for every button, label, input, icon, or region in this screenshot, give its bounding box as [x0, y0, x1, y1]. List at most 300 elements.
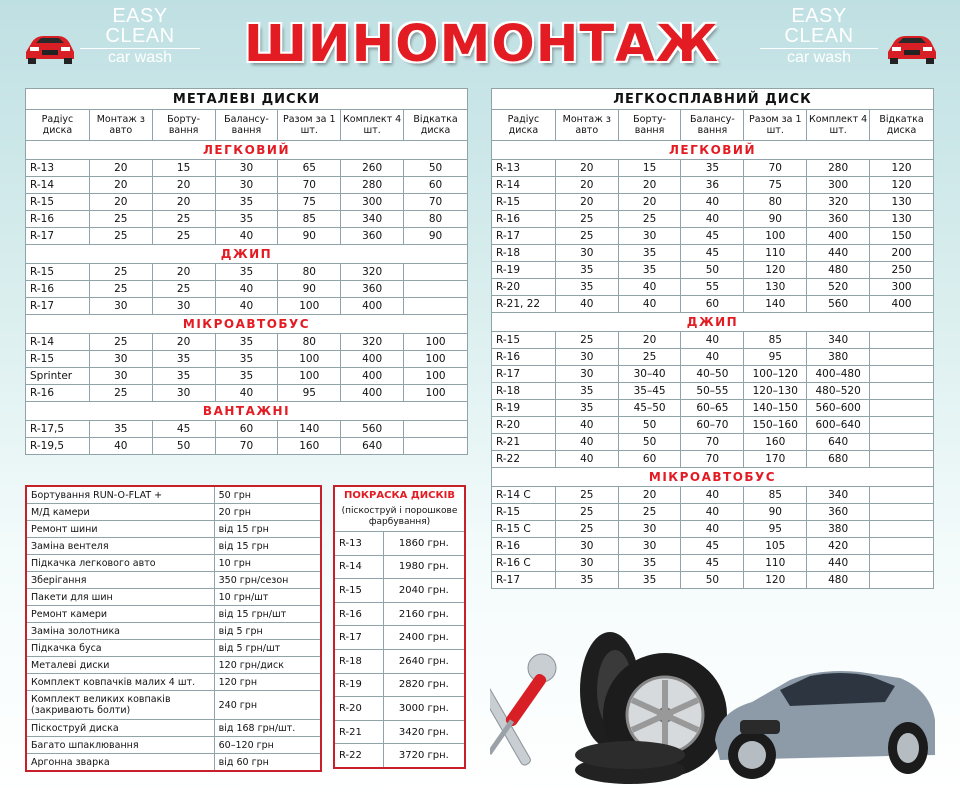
service-row: [26, 623, 321, 640]
tire-stack-icon: [575, 741, 685, 784]
price-cell: 300: [870, 279, 934, 296]
price-cell: 480–520: [807, 383, 870, 400]
metal-discs-price-table: [25, 88, 468, 455]
paint-radius: R-20: [334, 697, 383, 721]
service-row: [26, 674, 321, 691]
radius-cell: R-16: [26, 385, 90, 402]
service-name: Ремонт камери: [26, 606, 214, 623]
price-cell: 50: [618, 434, 681, 451]
price-cell: 340: [807, 332, 870, 349]
price-cell: 25: [89, 228, 152, 245]
price-cell: 35: [215, 334, 278, 351]
price-cell: 25: [152, 281, 215, 298]
price-cell: 25: [618, 349, 681, 366]
brand-logo-right: [760, 6, 878, 66]
price-cell: 320: [341, 334, 404, 351]
service-name: Заміна вентеля: [26, 538, 214, 555]
service-row: [26, 521, 321, 538]
price-cell: 35: [618, 245, 681, 262]
price-cell: 20: [89, 194, 152, 211]
price-cell: 320: [341, 264, 404, 281]
price-cell: 60: [215, 421, 278, 438]
price-cell: 300: [341, 194, 404, 211]
price-cell: 380: [807, 349, 870, 366]
price-cell: [870, 332, 934, 349]
paint-row: [334, 555, 465, 579]
price-cell: 400–480: [807, 366, 870, 383]
price-cell: 35: [555, 279, 618, 296]
price-cell: [870, 504, 934, 521]
price-cell: 35: [555, 383, 618, 400]
radius-cell: R-14: [26, 177, 90, 194]
price-cell: 110: [744, 555, 807, 572]
service-name: Комплект великих ковпаків (закривають болти): [26, 691, 214, 720]
service-price: 10 грн: [214, 555, 321, 572]
column-header: Монтаж з авто: [89, 110, 152, 141]
table-title-row: [26, 89, 468, 110]
paint-row: [334, 697, 465, 721]
price-cell: 90: [278, 281, 341, 298]
price-cell: 40: [89, 438, 152, 455]
price-cell: 30: [618, 521, 681, 538]
price-cell: 100: [744, 228, 807, 245]
price-cell: [870, 383, 934, 400]
service-row: [26, 720, 321, 737]
service-name: Заміна золотника: [26, 623, 214, 640]
price-cell: 360: [807, 211, 870, 228]
price-cell: 25: [555, 521, 618, 538]
table-row: [492, 383, 934, 400]
section-title: МІКРОАВТОБУС: [492, 468, 934, 487]
radius-cell: R-13: [26, 160, 90, 177]
service-row: [26, 640, 321, 657]
price-cell: 100: [404, 368, 468, 385]
price-cell: 70: [744, 160, 807, 177]
price-cell: 35–45: [618, 383, 681, 400]
price-cell: 140: [744, 296, 807, 313]
section-header-row: [492, 141, 934, 160]
paint-radius: R-18: [334, 649, 383, 673]
price-cell: 40: [215, 385, 278, 402]
price-cell: 30: [555, 366, 618, 383]
price-cell: 30: [555, 555, 618, 572]
radius-cell: R-17: [492, 572, 556, 589]
price-cell: 100: [278, 368, 341, 385]
price-cell: 40: [681, 332, 744, 349]
price-cell: 25: [152, 211, 215, 228]
service-price: від 5 грн/шт: [214, 640, 321, 657]
table-row: [492, 177, 934, 194]
price-cell: 75: [744, 177, 807, 194]
paint-row: [334, 579, 465, 603]
price-cell: 440: [807, 555, 870, 572]
table-row: [492, 451, 934, 468]
price-cell: 560: [807, 296, 870, 313]
price-cell: 400: [807, 228, 870, 245]
service-price: 50 грн: [214, 486, 321, 504]
section-header-row: [492, 313, 934, 332]
price-cell: 60–65: [681, 400, 744, 417]
price-cell: 35: [89, 421, 152, 438]
table-row: [492, 245, 934, 262]
price-cell: 40: [681, 194, 744, 211]
price-cell: 20: [152, 177, 215, 194]
service-name: М/Д камери: [26, 504, 214, 521]
radius-cell: R-17: [492, 366, 556, 383]
brand-subtitle: car wash: [80, 48, 200, 66]
price-cell: [870, 572, 934, 589]
price-cell: 15: [152, 160, 215, 177]
price-cell: 70: [681, 451, 744, 468]
price-cell: 80: [404, 211, 468, 228]
car-icon: [715, 671, 935, 779]
price-cell: 85: [744, 332, 807, 349]
price-cell: 600–640: [807, 417, 870, 434]
radius-cell: R-17,5: [26, 421, 90, 438]
column-header: Балансу- вання: [215, 110, 278, 141]
table-row: [26, 368, 468, 385]
price-cell: 25: [89, 334, 152, 351]
price-cell: 50: [681, 262, 744, 279]
price-cell: [870, 434, 934, 451]
price-cell: 70: [404, 194, 468, 211]
price-cell: 680: [807, 451, 870, 468]
table-row: [26, 211, 468, 228]
price-cell: 50: [618, 417, 681, 434]
column-header: Радіус диска: [492, 110, 556, 141]
price-cell: 400: [341, 351, 404, 368]
radius-cell: R-19: [492, 262, 556, 279]
price-cell: 30: [152, 298, 215, 315]
price-cell: 360: [341, 281, 404, 298]
table-row: [492, 487, 934, 504]
price-cell: 30: [89, 351, 152, 368]
radius-cell: R-16: [26, 281, 90, 298]
price-cell: [404, 298, 468, 315]
price-cell: 40: [681, 349, 744, 366]
tires-and-car-illustration: [490, 620, 935, 790]
brand-name: EASY CLEAN: [784, 5, 854, 47]
price-cell: 25: [89, 211, 152, 228]
radius-cell: R-15: [492, 332, 556, 349]
alloy-discs-price-table: [491, 88, 934, 589]
price-cell: 110: [744, 245, 807, 262]
page-title: ШИНОМОНТАЖ: [243, 15, 720, 74]
table-row: [492, 417, 934, 434]
table-row: [26, 194, 468, 211]
column-header: Борту- вання: [152, 110, 215, 141]
price-cell: 100: [404, 351, 468, 368]
paint-price: 2040 грн.: [383, 579, 465, 603]
price-cell: 420: [807, 538, 870, 555]
service-row: [26, 538, 321, 555]
service-row: [26, 606, 321, 623]
service-name: Ремонт шини: [26, 521, 214, 538]
table-row: [492, 572, 934, 589]
paint-price: 1860 грн.: [383, 532, 465, 556]
paint-row: [334, 673, 465, 697]
price-cell: 280: [341, 177, 404, 194]
paint-row: [334, 720, 465, 744]
price-cell: 45: [681, 245, 744, 262]
table-row: [492, 434, 934, 451]
price-cell: 20: [89, 160, 152, 177]
radius-cell: R-17: [26, 298, 90, 315]
table-row: [492, 279, 934, 296]
section-header-row: [492, 468, 934, 487]
price-cell: 120: [744, 262, 807, 279]
car-logo-icon: [22, 28, 78, 66]
section-title: ВАНТАЖНІ: [26, 402, 468, 421]
price-cell: 45: [681, 228, 744, 245]
price-cell: 25: [555, 487, 618, 504]
service-price: 120 грн/диск: [214, 657, 321, 674]
service-name: Бортування RUN-O-FLAT +: [26, 486, 214, 504]
price-cell: 30: [555, 349, 618, 366]
radius-cell: R-19: [492, 400, 556, 417]
radius-cell: R-16 C: [492, 555, 556, 572]
price-cell: 100: [404, 334, 468, 351]
price-cell: 40: [215, 228, 278, 245]
section-title: ЛЕГКОВИЙ: [492, 141, 934, 160]
service-name: Комплект ковпачків малих 4 шт.: [26, 674, 214, 691]
price-cell: 35: [215, 194, 278, 211]
section-header-row: [26, 315, 468, 334]
table-title: ЛЕГКОСПЛАВНИЙ ДИСК: [492, 89, 934, 110]
price-cell: 150: [870, 228, 934, 245]
radius-cell: R-16: [492, 211, 556, 228]
radius-cell: R-15: [26, 194, 90, 211]
price-cell: 400: [341, 368, 404, 385]
price-cell: 130: [744, 279, 807, 296]
column-header: Разом за 1 шт.: [744, 110, 807, 141]
column-header: Балансу- вання: [681, 110, 744, 141]
service-price: 240 грн: [214, 691, 321, 720]
price-cell: 20: [618, 194, 681, 211]
price-cell: 85: [278, 211, 341, 228]
service-price: від 168 грн/шт.: [214, 720, 321, 737]
price-cell: 35: [618, 555, 681, 572]
price-cell: 60: [618, 451, 681, 468]
paint-price: 2160 грн.: [383, 602, 465, 626]
price-cell: 85: [744, 487, 807, 504]
service-row: [26, 589, 321, 606]
price-cell: [870, 366, 934, 383]
column-header-row: [492, 110, 934, 141]
price-cell: 65: [278, 160, 341, 177]
price-cell: 15: [618, 160, 681, 177]
service-price: 350 грн/сезон: [214, 572, 321, 589]
price-cell: 35: [215, 351, 278, 368]
price-cell: 200: [870, 245, 934, 262]
radius-cell: R-16: [492, 538, 556, 555]
price-cell: 75: [278, 194, 341, 211]
radius-cell: R-16: [26, 211, 90, 228]
price-cell: 25: [89, 281, 152, 298]
price-cell: [870, 521, 934, 538]
paint-radius: R-15: [334, 579, 383, 603]
price-cell: 35: [555, 572, 618, 589]
price-cell: 70: [215, 438, 278, 455]
price-cell: 170: [744, 451, 807, 468]
price-cell: 40: [681, 487, 744, 504]
price-cell: 20: [618, 332, 681, 349]
price-cell: 70: [278, 177, 341, 194]
price-cell: 35: [152, 351, 215, 368]
price-cell: 20: [555, 194, 618, 211]
radius-cell: R-20: [492, 279, 556, 296]
paint-radius: R-22: [334, 744, 383, 768]
service-price: від 15 грн: [214, 521, 321, 538]
column-header: Разом за 1 шт.: [278, 110, 341, 141]
paint-price: 2400 грн.: [383, 626, 465, 650]
price-cell: 40: [555, 451, 618, 468]
service-row: [26, 504, 321, 521]
price-cell: [870, 349, 934, 366]
price-cell: 480: [807, 572, 870, 589]
radius-cell: R-17: [492, 228, 556, 245]
service-price: 60–120 грн: [214, 737, 321, 754]
section-title: МІКРОАВТОБУС: [26, 315, 468, 334]
price-cell: [870, 451, 934, 468]
price-cell: 35: [152, 368, 215, 385]
radius-cell: R-15: [492, 194, 556, 211]
radius-cell: R-22: [492, 451, 556, 468]
section-title: ЛЕГКОВИЙ: [26, 141, 468, 160]
price-cell: 25: [152, 228, 215, 245]
price-cell: 90: [744, 211, 807, 228]
price-cell: 40: [618, 296, 681, 313]
service-price: від 5 грн: [214, 623, 321, 640]
price-cell: [870, 538, 934, 555]
paint-row: [334, 649, 465, 673]
paint-radius: R-16: [334, 602, 383, 626]
price-cell: 90: [278, 228, 341, 245]
price-cell: 20: [618, 487, 681, 504]
price-cell: [404, 264, 468, 281]
price-cell: 520: [807, 279, 870, 296]
price-cell: 90: [744, 504, 807, 521]
price-cell: 20: [152, 194, 215, 211]
car-logo-icon: [884, 28, 940, 66]
price-cell: 36: [681, 177, 744, 194]
radius-cell: R-15: [26, 351, 90, 368]
price-cell: 55: [681, 279, 744, 296]
price-cell: 560–600: [807, 400, 870, 417]
table-row: [492, 400, 934, 417]
price-cell: 40: [555, 296, 618, 313]
price-cell: 400: [870, 296, 934, 313]
radius-cell: R-18: [492, 383, 556, 400]
service-row: [26, 737, 321, 754]
price-cell: 40: [618, 279, 681, 296]
service-price: від 15 грн/шт: [214, 606, 321, 623]
price-cell: 30: [215, 160, 278, 177]
column-header: Комплект 4 шт.: [341, 110, 404, 141]
price-cell: 140: [278, 421, 341, 438]
table-row: [492, 262, 934, 279]
brand-name: EASY CLEAN: [105, 5, 175, 47]
table-row: [26, 385, 468, 402]
price-cell: 130: [870, 211, 934, 228]
service-name: Багато шпаклювання: [26, 737, 214, 754]
price-cell: 50: [404, 160, 468, 177]
column-header: Борту- вання: [618, 110, 681, 141]
price-cell: 340: [807, 487, 870, 504]
service-row: [26, 555, 321, 572]
price-cell: 95: [278, 385, 341, 402]
service-price: 120 грн: [214, 674, 321, 691]
radius-cell: R-14 C: [492, 487, 556, 504]
price-cell: 45: [152, 421, 215, 438]
price-cell: 40: [681, 504, 744, 521]
table-row: [492, 211, 934, 228]
service-price: 10 грн/шт: [214, 589, 321, 606]
price-cell: 50: [681, 572, 744, 589]
table-row: [26, 298, 468, 315]
price-cell: 50–55: [681, 383, 744, 400]
price-cell: [870, 417, 934, 434]
paint-title: ПОКРАСКА ДИСКІВ: [334, 486, 465, 503]
service-name: Підкачка легкового авто: [26, 555, 214, 572]
price-cell: 20: [152, 264, 215, 281]
table-row: [26, 177, 468, 194]
service-row: [26, 691, 321, 720]
price-cell: 80: [744, 194, 807, 211]
price-cell: 480: [807, 262, 870, 279]
radius-cell: Sprinter: [26, 368, 90, 385]
table-row: [492, 538, 934, 555]
price-cell: 30: [555, 245, 618, 262]
table-title: МЕТАЛЕВІ ДИСКИ: [26, 89, 468, 110]
section-title: ДЖИП: [492, 313, 934, 332]
radius-cell: R-15: [26, 264, 90, 281]
price-cell: 70: [681, 434, 744, 451]
brand-logo-left: [80, 6, 200, 66]
price-cell: 560: [341, 421, 404, 438]
column-header: Радіус диска: [26, 110, 90, 141]
service-price: від 60 грн: [214, 754, 321, 772]
paint-price: 3420 грн.: [383, 720, 465, 744]
column-header-row: [26, 110, 468, 141]
table-row: [492, 555, 934, 572]
price-cell: 20: [618, 177, 681, 194]
price-cell: 30–40: [618, 366, 681, 383]
price-cell: 35: [215, 264, 278, 281]
paint-radius: R-17: [334, 626, 383, 650]
price-cell: 360: [341, 228, 404, 245]
radius-cell: R-16: [492, 349, 556, 366]
price-cell: 35: [618, 572, 681, 589]
price-cell: 360: [807, 504, 870, 521]
paint-row: [334, 744, 465, 768]
radius-cell: R-14: [492, 177, 556, 194]
column-header: Відкатка диска: [870, 110, 934, 141]
price-cell: 35: [555, 262, 618, 279]
radius-cell: R-18: [492, 245, 556, 262]
section-header-row: [26, 245, 468, 264]
price-cell: 160: [278, 438, 341, 455]
price-cell: 160: [744, 434, 807, 451]
paint-radius: R-21: [334, 720, 383, 744]
price-cell: 60: [404, 177, 468, 194]
price-cell: 45: [681, 538, 744, 555]
column-header: Відкатка диска: [404, 110, 468, 141]
radius-cell: R-21, 22: [492, 296, 556, 313]
price-cell: 120: [870, 160, 934, 177]
radius-cell: R-20: [492, 417, 556, 434]
price-cell: 640: [341, 438, 404, 455]
